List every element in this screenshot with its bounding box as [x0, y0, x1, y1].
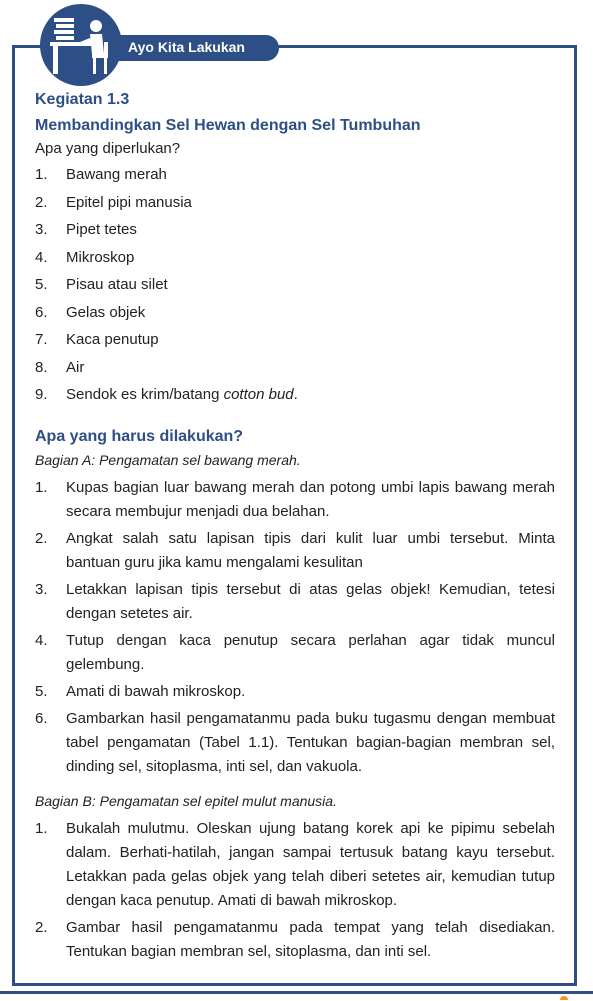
list-item: 8. Air	[35, 358, 85, 376]
part-b-steps	[35, 817, 555, 964]
list-item: 1. Bawang merah	[35, 166, 167, 183]
list-item: 6. Gambarkan hasil pengamatanmu pada buku tugasmu dengan membuat tabel pengamatan (Tabel 1.1). Tentukan bagian-bagian membran sel, dinding sel, sitoplasma, inti sel, dan vakuola.	[35, 709, 555, 775]
bottom-rule	[0, 991, 593, 994]
list-item: 2. Angkat salah satu lapisan tipis dari kulit luar umbi tersebut. Minta bantuan guru jika kamu mengalami kesulitan	[35, 529, 555, 571]
activity-title: Membandingkan Sel Hewan dengan Sel Tumbuhan	[35, 117, 421, 134]
list-item: 4. Mikroskop	[35, 248, 135, 266]
list-item: 9. Sendok es krim/batang cotton bud.	[35, 386, 298, 403]
badge-label: Ayo Kita Lakukan	[128, 39, 245, 55]
list-item: 1. Bukalah mulutmu. Oleskan ujung batang korek api ke pipimu sebelah dalam. Berhati-hatilah, jangan sampai tertusuk batang kayu tersebut. Letakkan pada gelas objek yang telah diberi setetes air, kemudian tutup dengan kaca penutup. Amati di bawah mikroskop.	[35, 819, 555, 909]
page-corner-marker	[560, 996, 568, 1000]
list-item: 5. Pisau atau silet	[35, 276, 168, 293]
part-a-label: Bagian A: Pengamatan sel bawang merah.	[35, 451, 301, 468]
procedure-heading: Apa yang harus dilakukan?	[35, 427, 244, 445]
part-a-steps	[35, 476, 555, 779]
materials-heading: Apa yang diperlukan?	[35, 140, 181, 157]
materials-list	[35, 165, 555, 413]
student-desk-icon	[40, 4, 122, 86]
list-item: 5. Amati di bawah mikroskop.	[35, 682, 246, 700]
list-item: 7. Kaca penutup	[35, 331, 159, 348]
activity-number: Kegiatan 1.3	[35, 91, 130, 108]
list-item: 2. Gambar hasil pengamatanmu pada tempat yang telah disediakan. Tentukan bagian membran sel, sitoplasma, dan inti sel.	[35, 918, 555, 960]
list-item: 1. Kupas bagian luar bawang merah dan potong umbi lapis bawang merah secara membujur menjadi dua belahan.	[35, 478, 555, 520]
part-b-label: Bagian B: Pengamatan sel epitel mulut manusia.	[35, 792, 337, 809]
list-item: 6. Gelas objek	[35, 303, 146, 321]
list-item: 3. Pipet tetes	[35, 221, 137, 238]
activity-content	[35, 90, 555, 967]
list-item: 4. Tutup dengan kaca penutup secara perlahan agar tidak muncul gelembung.	[35, 631, 555, 673]
list-item: 2. Epitel pipi manusia	[35, 193, 192, 211]
list-item: 3. Letakkan lapisan tipis tersebut di atas gelas objek! Kemudian, tetesi dengan setetes air.	[35, 580, 555, 622]
